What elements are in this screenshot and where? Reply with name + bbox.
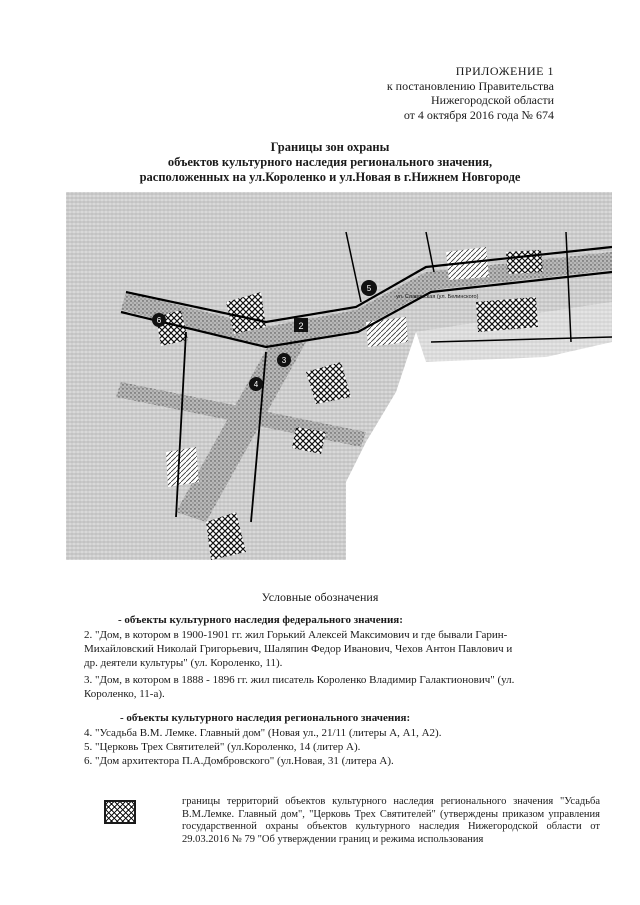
marker-object-2 bbox=[294, 318, 308, 332]
legend-item-3: 3. "Дом, в котором в 1888 - 1896 гг. жил писатель Короленко Владимир Галактионович" (ул. Короленко, 11-а). bbox=[84, 674, 515, 700]
marker-object-3 bbox=[277, 353, 291, 367]
legend-item-2: 2. "Дом, в котором в 1900-1901 гг. жил Горький Алексей Максимович и где бывали Гарин- Михайловский Николай Григорьевич, Шаляпин Федор Иванович, Чехов Антон Павлович и др. деятели культуры" (ул. Короленко, 11). bbox=[84, 629, 513, 669]
legend-title: Условные обозначения bbox=[261, 590, 379, 604]
appendix-title: ПРИЛОЖЕНИЕ 1 bbox=[455, 64, 554, 78]
legend-federal-heading: - объекты культурного наследия федерального значения: bbox=[118, 614, 403, 626]
svg-text:2: 2 bbox=[298, 321, 304, 331]
svg-text:5: 5 bbox=[366, 284, 372, 293]
zoning-map bbox=[66, 192, 612, 560]
legend-item-4: 4. "Усадьба В.М. Лемке. Главный дом" (Новая ул., 21/11 (литеры А, А1, А2). bbox=[84, 727, 442, 739]
title-line-1: Границы зон охраны bbox=[270, 140, 390, 154]
appendix-header bbox=[294, 64, 554, 122]
marker-object-4 bbox=[249, 377, 263, 391]
appendix-ref-date: от 4 октября 2016 года № 674 bbox=[403, 107, 554, 122]
boundary-legend-text: границы территорий объектов культурного наследия регионального значения "Усадьба В.М.Лемке. Главный дом", "Церковь Трех Святителей" (утверждены приказом управления государственной охраны объектов культурного наследия Нижегородской области от 29.03.2016 № 79 "Об утверждении границ и режима использования bbox=[182, 796, 600, 845]
marker-object-5 bbox=[361, 280, 377, 296]
legend-item-6: 6. "Дом архитектора П.А.Домбровского" (ул.Новая, 31 (литера А). bbox=[84, 755, 394, 767]
map-street-label: ул. Славянская (ул. Белинского) bbox=[396, 294, 479, 300]
appendix-ref-line: к постановлению Правительства bbox=[386, 78, 554, 93]
title-line-3: расположенных на ул.Короленко и ул.Новая в г.Нижнем Новгороде bbox=[139, 170, 521, 184]
boundary-legend-swatch bbox=[104, 800, 136, 824]
title-line-2: объектов культурного наследия регионального значения, bbox=[167, 155, 493, 169]
svg-text:3: 3 bbox=[281, 356, 287, 365]
zone-block bbox=[476, 297, 538, 332]
marker-object-6 bbox=[152, 313, 166, 327]
legend-item-5: 5. "Церковь Трех Святителей" (ул.Короленко, 14 (литер А). bbox=[84, 741, 361, 753]
document-title bbox=[120, 140, 540, 185]
appendix-ref-region: Нижегородской области bbox=[430, 93, 554, 107]
legend-regional-heading: - объекты культурного наследия регионального значения: bbox=[120, 712, 411, 724]
svg-text:6: 6 bbox=[156, 316, 162, 325]
zone-block bbox=[506, 250, 543, 274]
svg-text:4: 4 bbox=[253, 380, 259, 389]
